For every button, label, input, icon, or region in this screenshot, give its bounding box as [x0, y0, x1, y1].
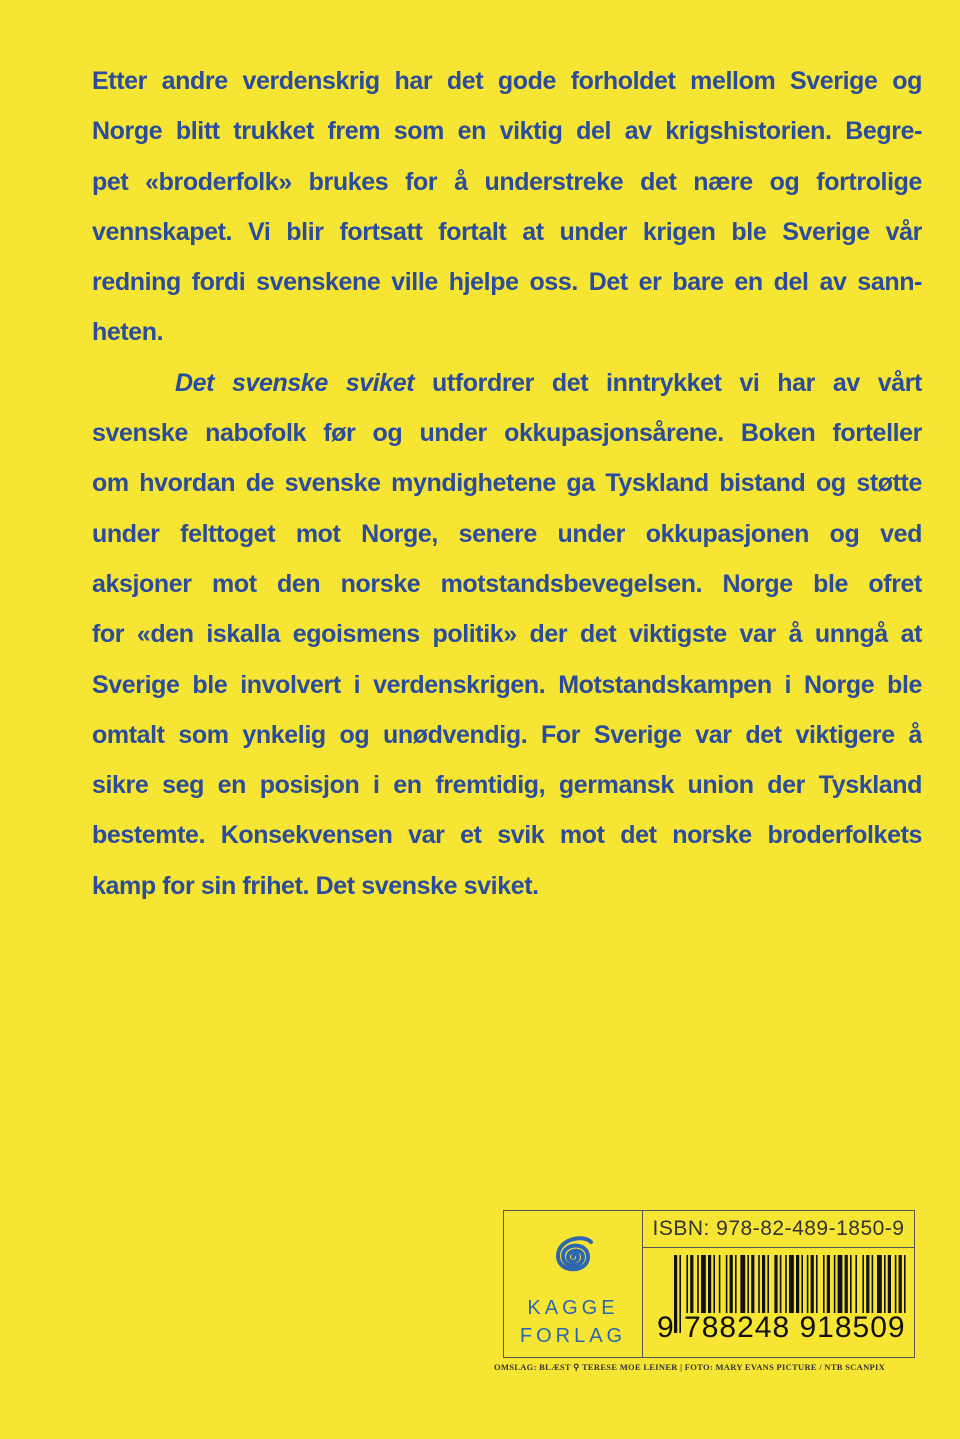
- blurb-line: pet «broderfolk» brukes for å understreke det nære og fortrolige: [92, 167, 922, 196]
- barcode-bar: [850, 1255, 852, 1313]
- barcode-bar: [899, 1255, 902, 1313]
- barcode-bar: [884, 1255, 886, 1313]
- barcode-bar: [762, 1255, 765, 1313]
- blurb-line: vennskapet. Vi blir fortsatt fortalt at under krigen ble Sverige vår: [92, 217, 922, 246]
- barcode-bar: [816, 1255, 818, 1313]
- blurb-line: Etter andre verdenskrig har det gode forholdet mellom Sverige og: [92, 67, 922, 95]
- barcode-bar: [751, 1255, 754, 1313]
- barcode-bar: [862, 1255, 864, 1313]
- barcode-bar: [823, 1255, 825, 1313]
- publisher-isbn-box: [503, 1210, 915, 1358]
- barcode-bar: [801, 1255, 803, 1313]
- book-title-italic: Det svenske sviket: [175, 368, 415, 397]
- blurb-line: om hvordan de svenske myndighetene ga Tyskland bistand og støtte: [92, 469, 922, 498]
- barcode-bar: [888, 1255, 891, 1313]
- blurb-text: utfordrer det inntrykket vi har av vårt: [414, 368, 922, 397]
- publisher-logo: [504, 1211, 643, 1357]
- blurb-line: svenske nabofolk før og under okkupasjonsårene. Boken forteller: [92, 419, 922, 448]
- barcode-bar: [740, 1255, 745, 1313]
- publisher-name-line1: KAGGE: [527, 1297, 619, 1319]
- barcode-bar: [855, 1255, 857, 1313]
- blurb-line: omtalt som ynkelig og unødvendig. For Sverige var det viktigere å: [92, 720, 922, 749]
- blurb-line: heten.: [92, 318, 164, 347]
- barcode-bar: [747, 1255, 749, 1313]
- blurb-line: under felttoget mot Norge, senere under okkupasjonen og ved: [92, 519, 922, 548]
- barcode-bar: [686, 1255, 688, 1313]
- blurb-line: kamp for sin frihet. Det svenske sviket.: [92, 871, 539, 900]
- barcode-bar: [730, 1255, 733, 1313]
- barcode-bar: [845, 1255, 848, 1313]
- blurb-line: [92, 358, 922, 408]
- blurb-line: sikre seg en posisjon i en fremtidig, germansk union der Tyskland: [92, 771, 922, 800]
- barcode-bar: [834, 1255, 836, 1313]
- barcode-bar: [796, 1255, 799, 1313]
- blurb-line: Sverige ble involvert i verdenskrigen. Motstandskampen i Norge ble: [92, 670, 922, 699]
- barcode-bar: [774, 1255, 777, 1313]
- barcode-bar: [789, 1255, 794, 1313]
- barcode-bar: [697, 1255, 699, 1313]
- isbn-number: ISBN: 978-82-489-1850-9: [643, 1211, 914, 1248]
- barcode-bar: [895, 1255, 897, 1313]
- barcode-bar: [827, 1255, 830, 1313]
- barcode-bar: [690, 1255, 693, 1313]
- barcode-bar: [767, 1255, 769, 1313]
- barcode-bar: [872, 1255, 874, 1313]
- barcode-bar: [785, 1255, 787, 1313]
- barcode-bar: [708, 1255, 711, 1313]
- barcode-bar: [866, 1255, 869, 1313]
- barcode-bar: [713, 1255, 715, 1313]
- blurb-line: aksjoner mot den norske motstandsbevegelsen. Norge ble ofret: [92, 569, 922, 598]
- blurb-line: for «den iskalla egoismens politik» der det viktigste var å unngå at: [92, 620, 922, 649]
- barcode-bar: [726, 1255, 728, 1313]
- barcode-bar: [735, 1255, 737, 1313]
- barcode-bar: [701, 1255, 706, 1313]
- barcode-group2: 918509: [799, 1311, 906, 1344]
- barcode-group1: 788248: [684, 1311, 791, 1344]
- barcode-first-digit: 9: [657, 1311, 675, 1344]
- barcode-bar: [877, 1255, 882, 1313]
- barcode-bar: [780, 1255, 782, 1313]
- cover-credits: OMSLAG: BLÆST ⚲ TERESE MOE LEINER | FOTO: MARY EVANS PICTURE / NTB SCANPIX: [494, 1362, 886, 1372]
- blurb-line: Norge blitt trukket frem som en viktig del av krigshistorien. Begre-: [92, 117, 922, 146]
- back-cover-blurb: [92, 56, 922, 911]
- blurb-line: redning fordi svenskene ville hjelpe oss. Det er bare en del av sann-: [92, 268, 922, 297]
- spiral-icon: [543, 1226, 603, 1286]
- barcode-bar: [811, 1255, 814, 1313]
- barcode-bar: [838, 1255, 843, 1313]
- barcode-bar: [904, 1255, 906, 1313]
- barcode-bar: [719, 1255, 721, 1313]
- barcode-digits: [657, 1311, 906, 1345]
- barcode-bar: [758, 1255, 760, 1313]
- blurb-line: bestemte. Konsekvensen var et svik mot det norske broderfolkets: [92, 821, 922, 850]
- publisher-name-line2: FORLAG: [519, 1325, 627, 1347]
- barcode-bar: [807, 1255, 809, 1313]
